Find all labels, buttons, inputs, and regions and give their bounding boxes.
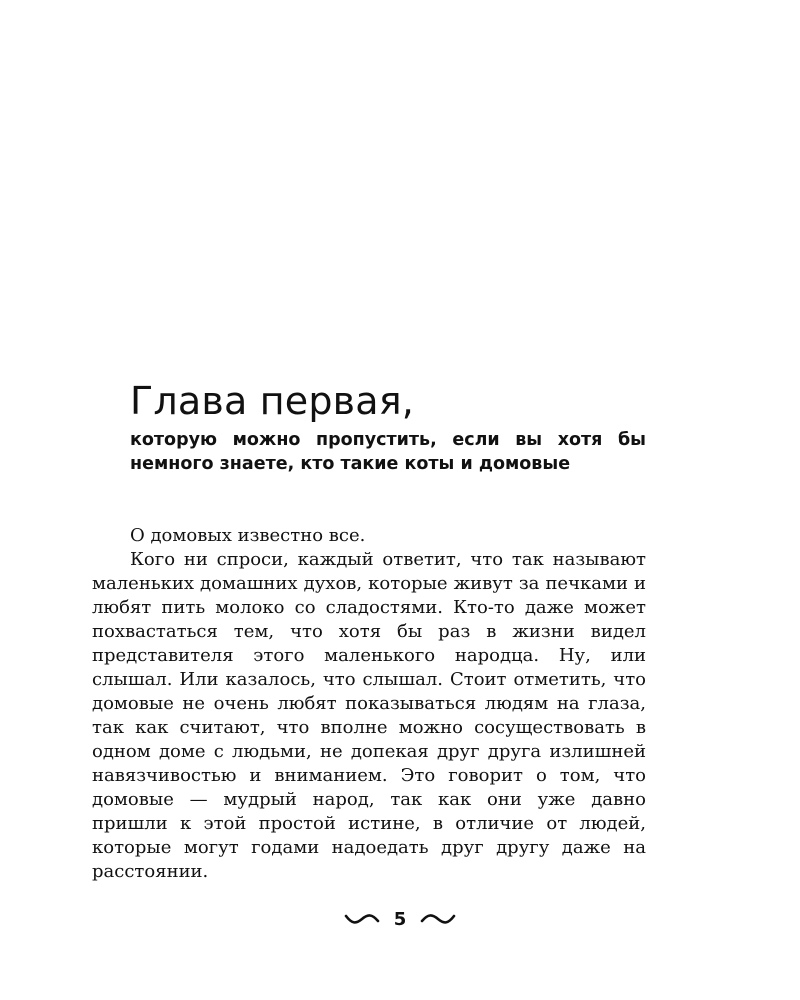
swash-ornament-icon (344, 912, 380, 926)
page-footer (300, 904, 500, 934)
swash-ornament-icon (420, 912, 456, 926)
chapter-title: Глава первая, (130, 379, 415, 423)
page-number: 5 (393, 908, 407, 930)
paragraph: О домовых известно все. (130, 525, 366, 546)
paragraph: Кого ни спроси, каждый ответит, что так называют маленьких домашних духов, которые живут за печками и любят пить молоко со сладостями. Кто-то даже может похвастаться тем, что хотя бы раз в жизни видел представителя этого маленького народца. Ну, или слышал. Или казалось, что слышал. Стоит отметить, что домовые не очень любят показываться людям на глаза, так как считают, что вполне можно сосуществовать в одном доме с людьми, не допекая друг друга излишней навязчивостью и вниманием. Это говорит о том, что домовые — мудрый народ, так как они уже давно пришли к этой простой истине, в отличие от людей, которые могут годами надоедать друг другу даже на расстоянии. (92, 549, 646, 882)
chapter-subtitle: которую можно пропустить, если вы хотя бы немного знаете, кто такие коты и домовые (130, 430, 646, 474)
body-text (92, 524, 646, 884)
